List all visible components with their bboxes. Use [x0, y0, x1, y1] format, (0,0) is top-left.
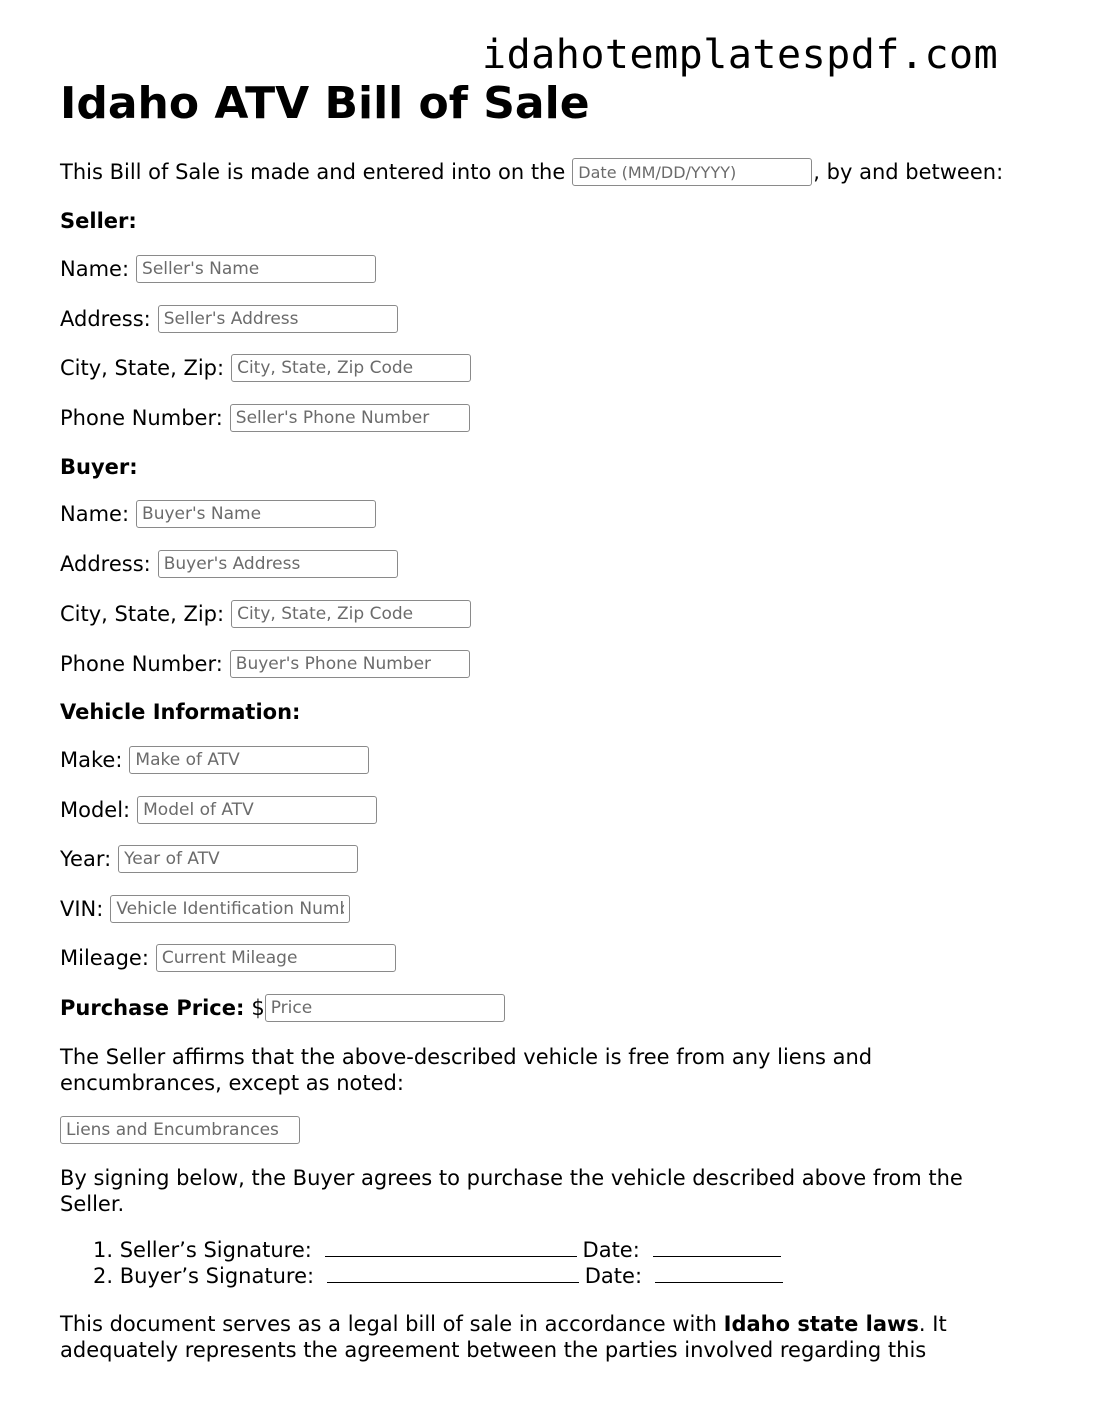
page-title: Idaho ATV Bill of Sale [60, 78, 590, 129]
seller-address-row [60, 305, 398, 333]
buyer-name-label: Name: [60, 502, 130, 526]
seller-phone-label: Phone Number: [60, 406, 223, 430]
seller-name-label: Name: [60, 257, 130, 281]
vehicle-model-label: Model: [60, 798, 131, 822]
seller-address-input[interactable] [158, 305, 398, 333]
buyer-city-row [60, 600, 471, 628]
seller-phone-input[interactable] [230, 404, 470, 432]
vehicle-year-label: Year: [60, 847, 112, 871]
buyer-signature-label: Buyer’s Signature: [119, 1264, 315, 1288]
intro-line [60, 158, 1003, 186]
vehicle-model-row [60, 796, 377, 824]
seller-address-label: Address: [60, 307, 151, 331]
vehicle-mileage-row [60, 944, 396, 972]
purchase-price-row [60, 994, 505, 1022]
buyer-address-row [60, 550, 398, 578]
buyer-phone-label: Phone Number: [60, 652, 223, 676]
buyer-phone-row [60, 650, 470, 678]
vehicle-model-input[interactable] [137, 796, 377, 824]
buyer-phone-input[interactable] [230, 650, 470, 678]
signature-list [60, 1237, 789, 1289]
buyer-date-line[interactable] [655, 1264, 783, 1283]
buyer-city-input[interactable] [231, 600, 471, 628]
liens-row [60, 1116, 300, 1144]
seller-city-label: City, State, Zip: [60, 356, 225, 380]
site-watermark: idahotemplatespdf.com [482, 32, 999, 78]
vehicle-make-row [60, 746, 369, 774]
list-number: 2. [92, 1264, 113, 1288]
vehicle-mileage-input[interactable] [156, 944, 396, 972]
currency-symbol: $ [251, 996, 265, 1020]
buyer-address-label: Address: [60, 552, 151, 576]
intro-text: This Bill of Sale is made and entered into on the [60, 160, 566, 184]
closing-text-after: . It adequately represents the agreement between the parties involved regarding this [60, 1312, 947, 1362]
purchase-price-input[interactable] [265, 994, 505, 1022]
vehicle-vin-input[interactable] [110, 895, 350, 923]
vehicle-vin-row [60, 895, 350, 923]
agreement-statement: By signing below, the Buyer agrees to purchase the vehicle described above from the Seller. [60, 1166, 963, 1216]
seller-signature-label: Seller’s Signature: [119, 1238, 312, 1262]
vehicle-year-row [60, 845, 358, 873]
buyer-signature-item [60, 1263, 789, 1289]
buyer-address-input[interactable] [158, 550, 398, 578]
vehicle-make-input[interactable] [129, 746, 369, 774]
vehicle-year-input[interactable] [118, 845, 358, 873]
buyer-city-label: City, State, Zip: [60, 602, 225, 626]
seller-signature-item [60, 1237, 789, 1263]
seller-phone-row [60, 404, 470, 432]
intro-text-after: , by and between: [813, 160, 1004, 184]
seller-name-row [60, 255, 376, 283]
vehicle-vin-label: VIN: [60, 897, 104, 921]
vehicle-make-label: Make: [60, 748, 123, 772]
seller-date-line[interactable] [653, 1238, 781, 1257]
liens-input[interactable] [60, 1116, 300, 1144]
seller-name-input[interactable] [136, 255, 376, 283]
list-number: 1. [92, 1238, 113, 1262]
liens-statement: The Seller affirms that the above-described vehicle is free from any liens and encumbrances, except as noted: [60, 1045, 873, 1095]
purchase-price-label: Purchase Price: [60, 996, 245, 1020]
closing-text: This document serves as a legal bill of sale in accordance with [60, 1312, 717, 1336]
seller-city-row [60, 354, 471, 382]
seller-city-input[interactable] [231, 354, 471, 382]
vehicle-mileage-label: Mileage: [60, 946, 149, 970]
buyer-name-input[interactable] [136, 500, 376, 528]
closing-statement [60, 1311, 1020, 1363]
seller-signature-line[interactable] [325, 1238, 577, 1257]
buyer-heading: Buyer: [60, 455, 138, 479]
buyer-signature-line[interactable] [327, 1264, 579, 1283]
seller-date-label: Date: [582, 1238, 640, 1262]
buyer-date-label: Date: [584, 1264, 643, 1288]
sale-date-input[interactable] [572, 158, 812, 186]
seller-heading: Seller: [60, 209, 137, 233]
closing-bold-text: Idaho state laws [723, 1312, 919, 1336]
buyer-name-row [60, 500, 376, 528]
vehicle-heading: Vehicle Information: [60, 700, 301, 724]
